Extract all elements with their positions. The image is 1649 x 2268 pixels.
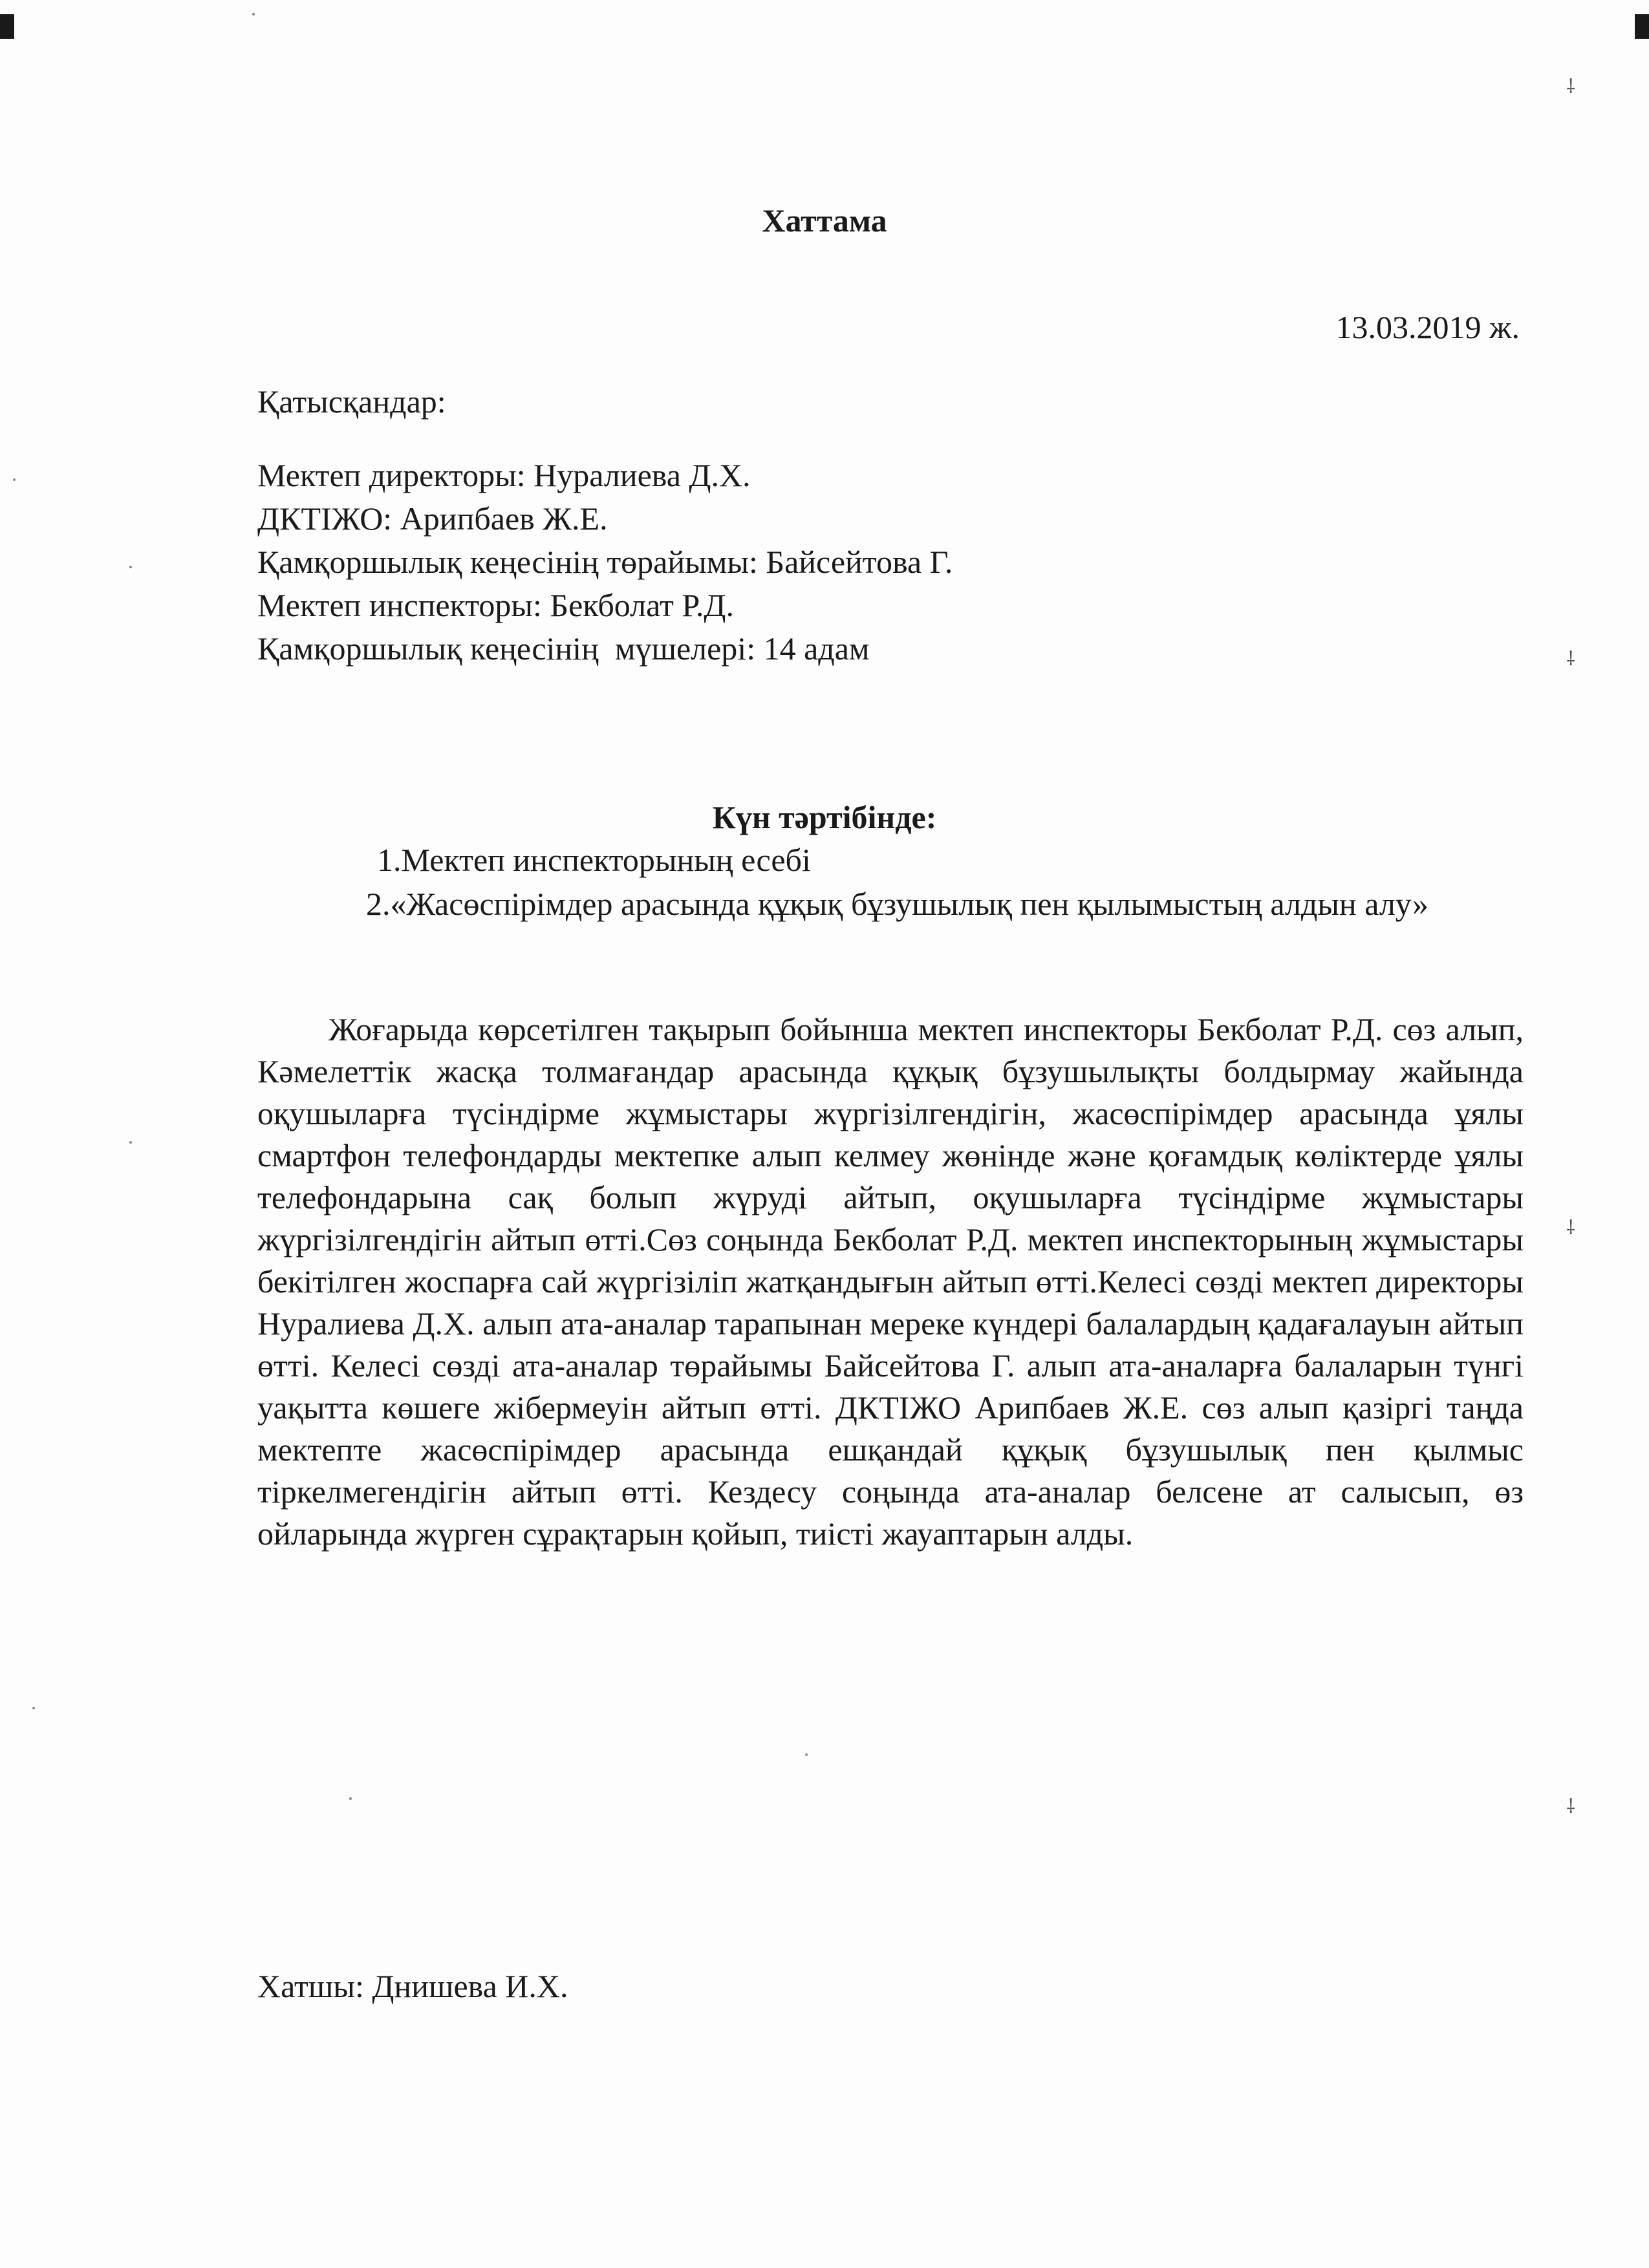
agenda-item: 2.«Жасөспірімдер арасында құқық бұзушылық пен қылымыстың алдын алу»: [366, 886, 1429, 922]
participants-heading: Қатысқандар:: [257, 383, 446, 420]
participant-line: Қамқоршылық кеңесінің төрайымы: Байсейтова Г.: [257, 544, 953, 580]
scan-speck: [805, 1753, 808, 1756]
minutes-body-paragraph: Жоғарыда көрсетілген тақырып бойынша мектеп инспекторы Бекболат Р.Д. сөз алып, Кәмелеттік жасқа толмағандар арасында құқық бұзушылықты болдырмау жайында оқушыларға түсіндірме жұмыстары жүргізілгендігін, жасөспірімдер арасында ұялы смартфон телефондарды мектепке алып келмеу жөнінде және қоғамдық көліктерде ұялы телефондарына сақ болып жүруді айтып, оқушыларға түсіндірме жұмыстары жүргізілгендігін айтып өтті.Сөз соңында Бекболат Р.Д. мектеп инспекторының жұмыстары бекітілген жоспарға сай жүргізіліп жатқандығын айтып өтті.Келесі сөзді мектеп директоры Нуралиева Д.Х. алып ата-аналар тарапынан мереке күндері балалардың қадағалауын айтып өтті. Келесі сөзді ата-аналар төрайымы Байсейтова Г. алып ата-аналарға балаларын түнгі уақытта көшеге жібермеуін айтып өтті. ДКТІЖО Арипбаев Ж.Е. сөз алып қазіргі таңда мектепте жасөспірімдер арасында ешқандай құқық бұзушылық пен қылмыс тіркелмегендігін айтып өтті. Кездесу соңында ата-аналар белсене ат салысып, өз ойларында жүрген сұрақтарын қойып, тиісті жауаптарын алды.: [257, 1011, 1524, 1552]
participant-line: Қамқоршылық кеңесінің мүшелері: 14 адам: [257, 630, 870, 667]
participant-line: ДКТІЖО: Арипбаев Ж.Е.: [257, 500, 608, 537]
punch-hole-mark-icon: ⸸: [1566, 648, 1576, 670]
agenda-item: 1.Мектеп инспекторының есебі: [377, 842, 811, 878]
punch-hole-mark-icon: ⸸: [1566, 1795, 1576, 1818]
scan-edge-mark-left: [0, 14, 14, 39]
scan-speck: [252, 13, 255, 16]
secretary-signature-line: Хатшы: Днишева И.Х.: [257, 1968, 568, 2004]
scan-speck: [349, 1797, 352, 1800]
scan-speck: [129, 566, 132, 568]
participant-line: Мектеп инспекторы: Бекболат Р.Д.: [257, 587, 734, 623]
punch-hole-mark-icon: ⸸: [1566, 76, 1576, 98]
scan-speck: [13, 478, 16, 481]
participant-line: Мектеп директоры: Нуралиева Д.Х.: [257, 457, 751, 493]
agenda-heading: Күн тәртібінде:: [712, 799, 937, 835]
scan-speck: [32, 1707, 35, 1709]
document-title: Хаттама: [762, 202, 887, 239]
participants-list: [257, 454, 953, 670]
punch-hole-mark-icon: ⸸: [1566, 1217, 1576, 1239]
scan-speck: [129, 1141, 132, 1144]
scan-edge-mark-right: [1635, 14, 1649, 39]
agenda-list: [257, 838, 1524, 926]
document-date: 13.03.2019 ж.: [1335, 309, 1520, 345]
